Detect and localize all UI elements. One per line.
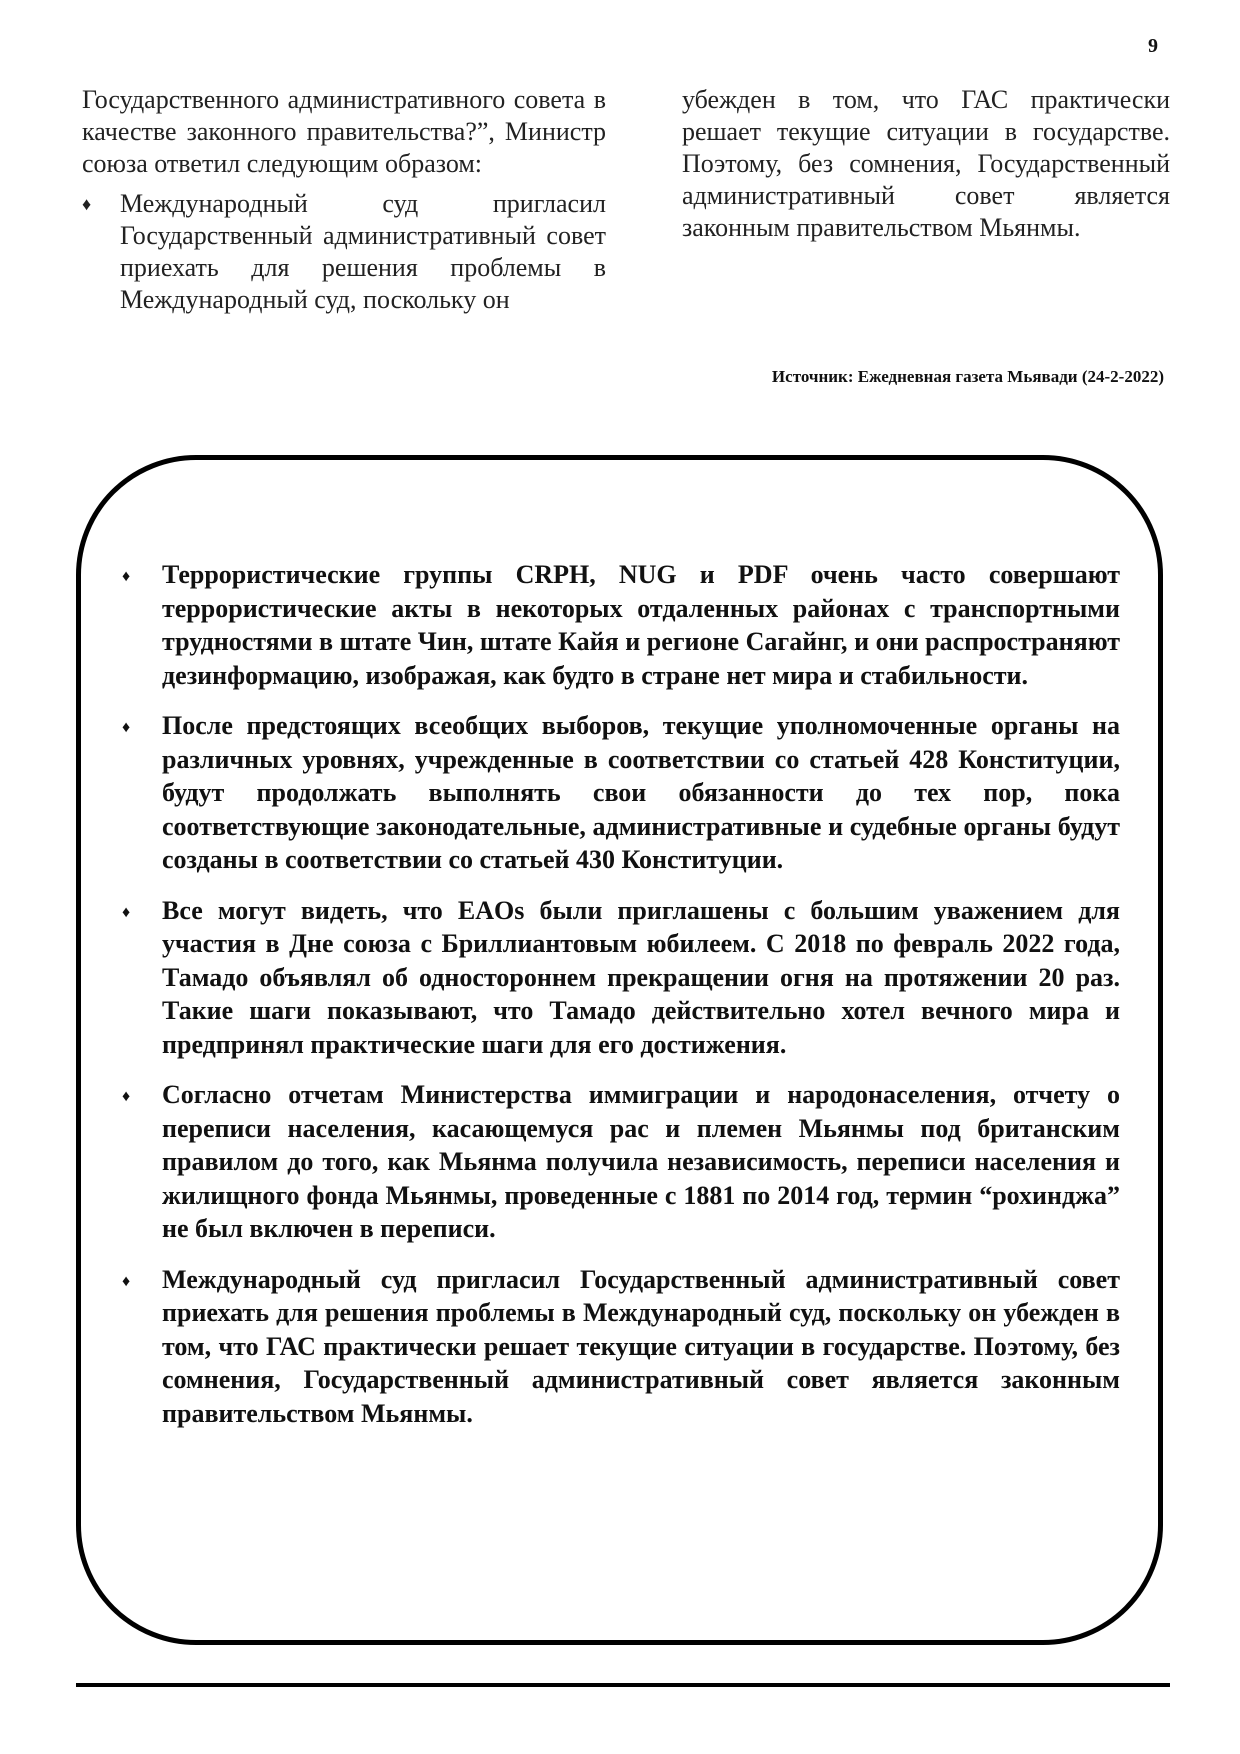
diamond-bullet-icon: ♦ xyxy=(122,719,131,736)
list-item-text: Международный суд пригласил Государственный административный совет приехать для решения проблемы в Международный суд, поскольку он xyxy=(120,189,606,314)
source-citation: Источник: Ежедневная газета Мьявади (24-2-2022) xyxy=(771,367,1164,386)
list-item-text: Все могут видеть, что EAOs были приглашены с большим уважением для участия в Дне союза с Бриллиантовым юбилеем. С 2018 по февраль 2022 года, Тамадо объявлял об одностороннем прекращении огня на протяжении 20 раз. Такие шаги показывают, что Тамадо действительно хотел вечного мира и предпринял практические шаги для его достижения. xyxy=(162,895,1120,1059)
list-item-text: Согласно отчетам Министерства иммиграции и народонаселения, отчету о переписи населения, касающемуся рас и племен Мьянмы под британским правилом до того, как Мьянма получила независимость, переписи населения и жилищного фонда Мьянмы, проведенные с 1881 по 2014 год, термин “рохинджа” не был включен в переписи. xyxy=(162,1080,1120,1243)
summary-panel-list xyxy=(122,558,1120,1447)
right-paragraph: убежден в том, что ГАС практически решает текущие ситуации в государстве. Поэтому, без сомнения, Государственный административный совет является законным правительством Мьянмы. xyxy=(682,85,1170,242)
list-item xyxy=(122,709,1120,877)
left-column xyxy=(82,84,606,316)
left-paragraph: Государственного административного совета в качестве законного правительства?”, Министр союза ответил следующим образом: xyxy=(82,85,606,178)
diamond-bullet-icon: ♦ xyxy=(122,568,131,585)
list-item xyxy=(122,1078,1120,1246)
list-item-text: Международный суд пригласил Государственный административный совет приехать для решения проблемы в Международный суд, поскольку он убежден в том, что ГАС практически решает текущие ситуации в государстве. Поэтому, без сомнения, Государственный административный совет является законным правительством Мьянмы. xyxy=(162,1264,1120,1428)
diamond-bullet-icon: ♦ xyxy=(122,1088,131,1105)
list-item-text: Террористические группы CRPH, NUG и PDF очень часто совершают террористические акты в некоторых отдаленных районах с транспортными трудностями в штате Чин, штате Кайя и регионе Сагайнг, и они распространяют дезинформацию, изображая, как будто в стране нет мира и стабильности. xyxy=(162,560,1120,690)
left-bullet-list xyxy=(82,188,606,316)
diamond-bullet-icon: ♦ xyxy=(82,194,92,214)
list-item-text: После предстоящих всеобщих выборов, текущие уполномоченные органы на различных уровнях, учрежденные в соответствии со статьей 428 Конституции, будут продолжать выполнять свои обязанности до тех пор, пока соответствующие законодательные, административные и судебные органы будут созданы в соответствии со статьей 430 Конституции. xyxy=(162,711,1120,874)
list-item xyxy=(122,1263,1120,1431)
right-column xyxy=(682,84,1170,244)
list-item xyxy=(82,188,606,316)
diamond-bullet-icon: ♦ xyxy=(122,903,131,921)
list-item xyxy=(122,558,1120,692)
diamond-bullet-icon: ♦ xyxy=(122,1272,131,1290)
footer-divider xyxy=(76,1683,1170,1687)
list-item xyxy=(122,894,1120,1062)
page-number: 9 xyxy=(1148,35,1158,57)
